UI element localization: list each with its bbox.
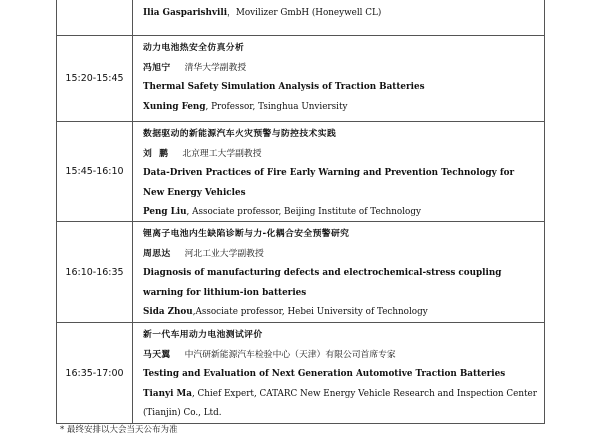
time-cell xyxy=(57,0,133,35)
footnote: * 最终安排以大会当天公布为准 xyxy=(60,425,178,435)
speaker-name: Tianyi Ma xyxy=(143,388,192,399)
session-cell xyxy=(133,36,544,121)
zh-session-title: 新一代车用动力电池测试评价 xyxy=(143,330,263,340)
zh-speaker-name: 马天翼 xyxy=(143,349,171,360)
zh-speaker-affiliation: 北京理工大学副教授 xyxy=(182,148,262,159)
speaker-line xyxy=(143,385,538,424)
zh-speaker-affiliation: 河北工业大学副教授 xyxy=(184,248,264,259)
en-session-title: Data-Driven Practices of Fire Early Warning and Prevention Technology for New Energy Vehicles xyxy=(143,168,515,198)
en-session-title: Testing and Evaluation of Next Generation Automotive Traction Batteries xyxy=(143,369,506,379)
zh-speaker-name: 周思达 xyxy=(143,248,171,259)
zh-session-title: 动力电池热安全仿真分析 xyxy=(143,43,245,53)
speaker-affiliation: , Associate professor, Beijing Institute of Technology xyxy=(186,207,421,217)
speaker-line xyxy=(143,98,538,118)
zh-speaker-name: 冯旭宁 xyxy=(143,62,171,73)
speaker-name: Ilia Gasparishvili xyxy=(143,8,228,18)
agenda-row xyxy=(56,36,545,122)
speaker-name: Xuning Feng xyxy=(143,101,206,112)
time-cell: 15:45-16:10 xyxy=(57,122,133,221)
agenda-row xyxy=(56,122,545,222)
zh-speaker-name: 刘 鹏 xyxy=(143,148,169,159)
speaker-line xyxy=(143,203,538,223)
session-cell xyxy=(133,222,544,322)
session-cell xyxy=(133,323,544,423)
zh-session-title: 锂离子电池内生缺陷诊断与力-化耦合安全预警研究 xyxy=(143,229,350,239)
agenda-row xyxy=(56,0,545,36)
time-cell: 16:10-16:35 xyxy=(57,222,133,322)
speaker-name: Sida Zhou xyxy=(143,307,193,317)
session-cell xyxy=(133,0,544,35)
speaker-line xyxy=(143,303,538,323)
speaker-affiliation: , Professor, Tsinghua Unviersity xyxy=(205,101,348,112)
zh-speaker-affiliation: 清华大学副教授 xyxy=(184,62,247,73)
agenda-row xyxy=(56,222,545,323)
speaker-affiliation: ,Associate professor, Hebei University of Technology xyxy=(192,307,428,317)
en-session-title: Thermal Safety Simulation Analysis of Traction Batteries xyxy=(143,82,425,92)
speaker-line xyxy=(143,4,538,24)
agenda-table xyxy=(56,0,545,424)
speaker-affiliation: , Chief Expert, CATARC New Energy Vehicle Research and Inspection Center (Tianjin) Co., Ltd. xyxy=(143,388,537,418)
agenda-row xyxy=(56,323,545,424)
en-session-title: Diagnosis of manufacturing defects and electrochemical-stress coupling warning for lithium-ion batteries xyxy=(143,268,502,298)
time-cell: 15:20-15:45 xyxy=(57,36,133,121)
speaker-affiliation: ，Movilizer GmbH (Honeywell CL) xyxy=(227,8,382,18)
session-cell xyxy=(133,122,544,221)
zh-session-title: 数据驱动的新能源汽车火灾预警与防控技术实践 xyxy=(143,129,337,139)
time-cell: 16:35-17:00 xyxy=(57,323,133,423)
zh-speaker-affiliation: 中汽研新能源汽车检验中心（天津）有限公司首席专家 xyxy=(184,349,396,360)
speaker-name: Peng Liu xyxy=(143,207,187,217)
